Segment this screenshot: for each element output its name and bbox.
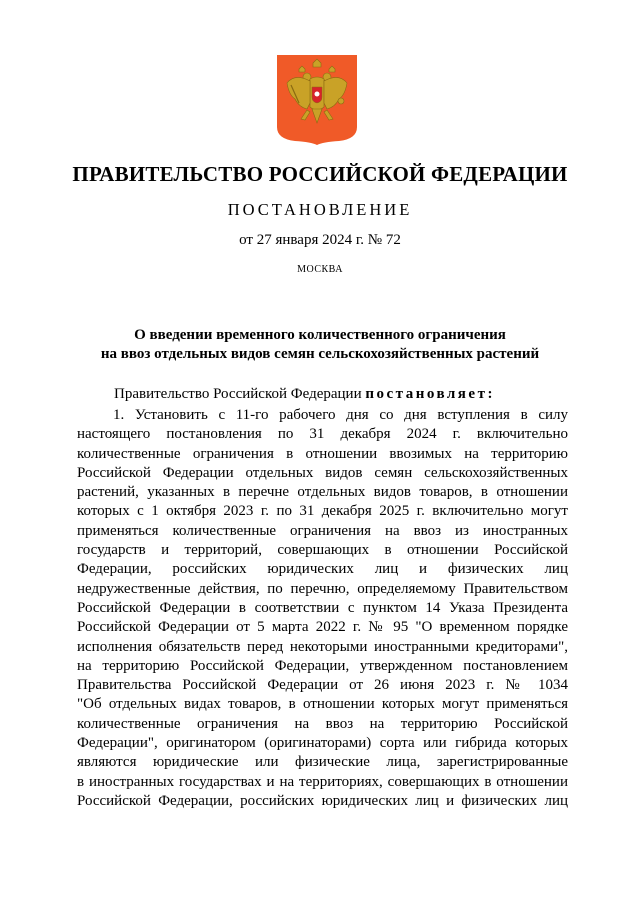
text-line: государств и территорий, совершающих в отношении Российской [77, 542, 568, 559]
text-line: применяться количественные ограничения на ввоз из иностранных [77, 522, 568, 539]
subject-line-2: на ввоз отдельных видов семян сельскохозяйственных растений [100, 346, 540, 362]
document-date-number: от 27 января 2024 г. № 72 [239, 232, 401, 248]
document-city: МОСКВА [297, 264, 343, 275]
text-line: "Об отдельных видах товаров, в отношении которых могут применяться [77, 696, 568, 713]
text-line: которых с 1 октября 2023 г. по 31 декабря 2025 г. включительно могут [77, 503, 568, 520]
subject-line-1: О введении временного количественного ограничения [134, 327, 506, 343]
text-line: являются юридические или физические лица, зарегистрированные [77, 754, 568, 771]
text-line: на территорию Российской Федерации, утвержденном постановлением [77, 657, 568, 674]
preamble [114, 386, 495, 403]
preamble-text: Правительство Российской Федерации [114, 386, 362, 402]
document-subject [60, 326, 580, 364]
text-line: количественные ограничения на ввоз на территорию Российской [77, 715, 568, 732]
text-line: количественные ограничения в отношении ввозимых на территорию [77, 445, 568, 462]
text-line: Федерации, российских юридических лиц и физических лиц [77, 561, 568, 578]
text-line: растений, указанных в перечне отдельных видов товаров, в отношении [77, 484, 568, 501]
text-line: Федерации", оригинатором (оригинаторами) сорта или гибрида которых [77, 735, 568, 752]
text-line: Российской Федерации отдельных видов семян сельскохозяйственных [77, 464, 568, 481]
text-line: исполнения обязательств перед некоторыми иностранными кредиторами", [77, 638, 568, 655]
text-line: 1. Установить с 11-го рабочего дня со дня вступления в силу [113, 407, 568, 423]
text-line: Российской Федерации в соответствии с пунктом 14 Указа Президента [77, 599, 568, 616]
coat-of-arms-icon [277, 55, 357, 145]
government-title: ПРАВИТЕЛЬСТВО РОССИЙСКОЙ ФЕДЕРАЦИИ [72, 162, 568, 186]
text-line: настоящего постановления по 31 декабря 2024 г. включительно [77, 426, 568, 443]
text-line: Правительства Российской Федерации от 26 июня 2023 г. № 1034 [77, 677, 568, 694]
paragraph-1 [77, 406, 568, 811]
text-line: недружественные действия, по перечню, определяемому Правительством [77, 580, 568, 597]
preamble-emphasis: постановляет: [365, 386, 495, 402]
text-line: Российской Федерации от 5 марта 2022 г. № 95 "О временном порядке [77, 619, 568, 636]
text-line: Российской Федерации, российских юридических лиц и физических лиц [77, 792, 568, 809]
document-type: ПОСТАНОВЛЕНИЕ [227, 200, 413, 219]
text-line: в иностранных государствах и на территориях, совершающих в отношении [77, 773, 568, 790]
